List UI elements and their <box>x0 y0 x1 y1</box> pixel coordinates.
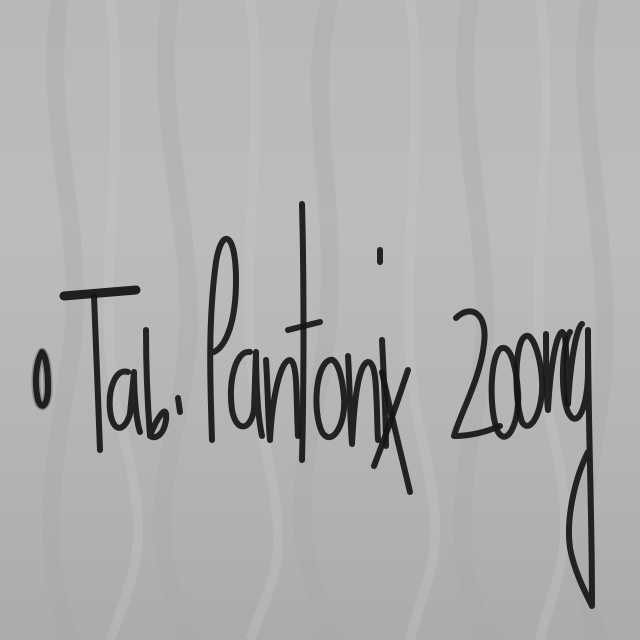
word-tab <box>64 290 180 450</box>
word-pantonix <box>210 204 410 492</box>
bullet-mark <box>36 352 48 406</box>
word-dosage <box>454 311 592 606</box>
